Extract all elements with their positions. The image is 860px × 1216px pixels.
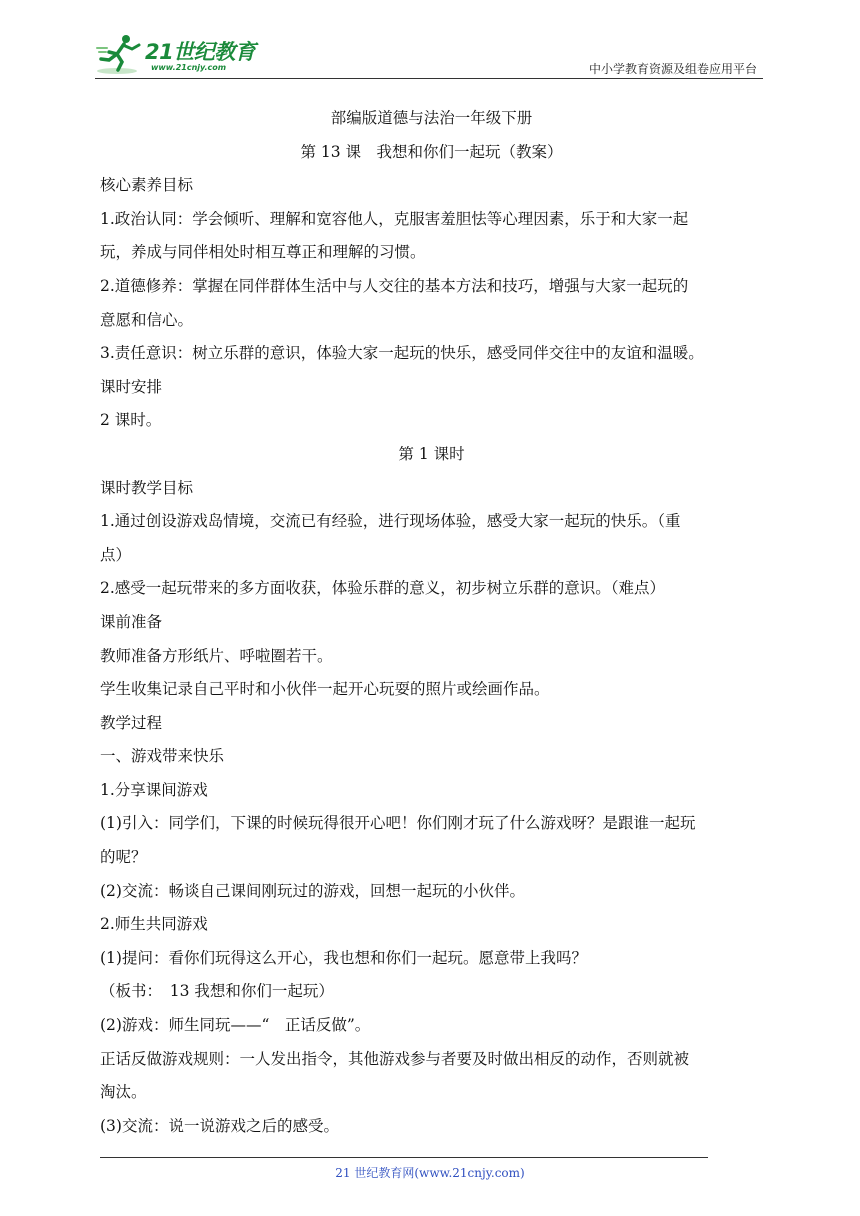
text-line: 3.责任意识：树立乐群的意识，体验大家一起玩的快乐，感受同伴交往中的友谊和温暖。 <box>100 344 704 363</box>
text-line: (1)引入：同学们，下课的时候玩得很开心吧！你们刚才玩了什么游戏呀？是跟谁一起玩 <box>100 814 696 833</box>
text-line: 1.分享课间游戏 <box>100 780 208 799</box>
document-lines <box>100 169 763 1143</box>
text-line: 玩，养成与同伴相处时相互尊正和理解的习惯。 <box>100 243 426 262</box>
page-footer: 21 世纪教育网(www.21cnjy.com) <box>335 1166 525 1180</box>
text-line: 教学过程 <box>100 713 163 732</box>
document-subtitle: 第 13 课 我想和你们一起玩（教案） <box>300 142 563 161</box>
text-line: 学生收集记录自己平时和小伙伴一起开心玩耍的照片或绘画作品。 <box>100 680 550 699</box>
text-line: 意愿和信心。 <box>100 310 194 329</box>
text-line: (1)提问：看你们玩得这么开心，我也想和你们一起玩。愿意带上我吗？ <box>100 948 587 967</box>
text-line: 点） <box>100 545 132 564</box>
text-line: 2 课时。 <box>100 411 162 430</box>
text-line: 淘汰。 <box>100 1083 147 1102</box>
document-title: 部编版道德与法治一年级下册 <box>330 109 533 127</box>
document-body <box>100 102 763 1143</box>
text-line: (3)交流：说一说游戏之后的感受。 <box>100 1116 339 1135</box>
text-line: 课前准备 <box>100 612 163 631</box>
text-line: 2.道德修养：掌握在同伴群体生活中与人交往的基本方法和技巧，增强与大家一起玩的 <box>100 276 689 295</box>
text-line: 课时安排 <box>100 377 163 396</box>
text-line: (2)游戏：师生同玩——“ 正话反做”。 <box>100 1016 371 1035</box>
text-line: (2)交流：畅谈自己课间刚玩过的游戏，回想一起玩的小伙伴。 <box>100 881 525 900</box>
text-line: 2.感受一起玩带来的多方面收获，体验乐群的意义，初步树立乐群的意识。（难点） <box>100 579 666 598</box>
logo <box>95 32 265 76</box>
text-line: 核心素养目标 <box>100 176 194 195</box>
footer-divider <box>100 1157 708 1158</box>
text-line: 2.师生共同游戏 <box>100 915 208 934</box>
logo-url: www.21cnjy.com <box>151 63 227 72</box>
text-line: 第 1 课时 <box>398 444 465 463</box>
text-line: 1.通过创设游戏岛情境，交流已有经验，进行现场体验，感受大家一起玩的快乐。（重 <box>100 512 681 531</box>
text-line: 1.政治认同：学会倾听、理解和宽容他人，克服害羞胆怯等心理因素，乐于和大家一起 <box>100 209 689 228</box>
text-line: 课时教学目标 <box>100 478 194 497</box>
text-line: 教师准备方形纸片、呼啦圈若干。 <box>100 646 333 665</box>
text-line: 一、游戏带来快乐 <box>100 747 225 766</box>
runner-icon <box>95 32 145 76</box>
text-line: 正话反做游戏规则：一人发出指令，其他游戏参与者要及时做出相反的动作，否则就被 <box>100 1049 690 1068</box>
platform-label: 中小学教育资源及组卷应用平台 <box>588 62 757 76</box>
text-line: 的呢？ <box>100 848 147 867</box>
logo-text: 21世纪教育 <box>145 40 256 64</box>
text-line: （板书： 13 我想和你们一起玩） <box>100 982 334 1001</box>
page-header <box>95 30 763 79</box>
